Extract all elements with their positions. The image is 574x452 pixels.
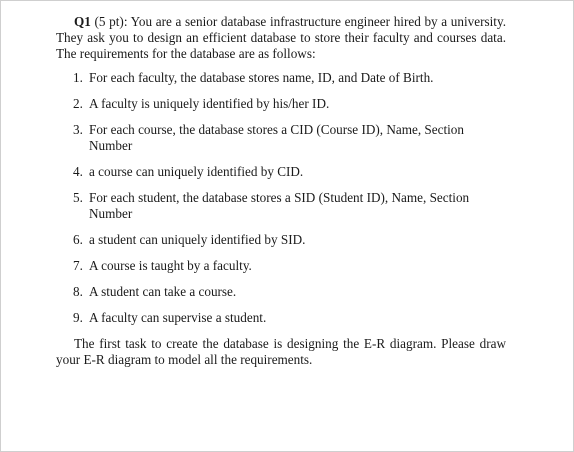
list-item — [56, 232, 506, 248]
list-item-text: A course is taught by a faculty. — [89, 258, 252, 273]
list-item-number: 3. — [73, 122, 83, 137]
list-item-number: 5. — [73, 190, 83, 205]
list-item-text: a course can uniquely identified by CID. — [89, 164, 304, 179]
list-item-text: a student can uniquely identified by SID. — [89, 232, 306, 247]
task-paragraph: The first task to create the database is designing the E-R diagram. Please draw your E-R diagram to model all the requirements. — [56, 336, 506, 367]
list-item-number: 8. — [73, 284, 83, 299]
question-points: (5 pt): — [94, 14, 128, 29]
list-item-number: 9. — [73, 310, 83, 325]
question-intro — [56, 14, 506, 62]
list-item-text: For each student, the database stores a SID (Student ID), Name, Section Number — [89, 190, 470, 221]
list-item — [56, 190, 506, 222]
list-item-number: 1. — [73, 70, 83, 85]
list-item — [56, 96, 506, 112]
list-item — [56, 310, 506, 326]
list-item-text: A student can take a course. — [89, 284, 237, 299]
question-intro-text: You are a senior database infrastructure engineer hired by a university. They ask you to design an efficient database to store their faculty and courses data. The requirements for the database are as follows: — [56, 14, 506, 61]
list-item-text: A faculty is uniquely identified by his/her ID. — [89, 96, 330, 111]
list-item-text: For each course, the database stores a CID (Course ID), Name, Section Number — [89, 122, 464, 153]
list-item — [56, 122, 506, 154]
list-item-text: For each faculty, the database stores name, ID, and Date of Birth. — [89, 70, 434, 85]
list-item — [56, 70, 506, 86]
question-label: Q1 — [74, 14, 91, 29]
question-document — [56, 14, 506, 368]
list-item-number: 6. — [73, 232, 83, 247]
list-item-number: 2. — [73, 96, 83, 111]
list-item-number: 7. — [73, 258, 83, 273]
list-item-number: 4. — [73, 164, 83, 179]
requirements-list — [56, 70, 506, 326]
list-item — [56, 284, 506, 300]
list-item — [56, 258, 506, 274]
list-item-text: A faculty can supervise a student. — [89, 310, 267, 325]
list-item — [56, 164, 506, 180]
